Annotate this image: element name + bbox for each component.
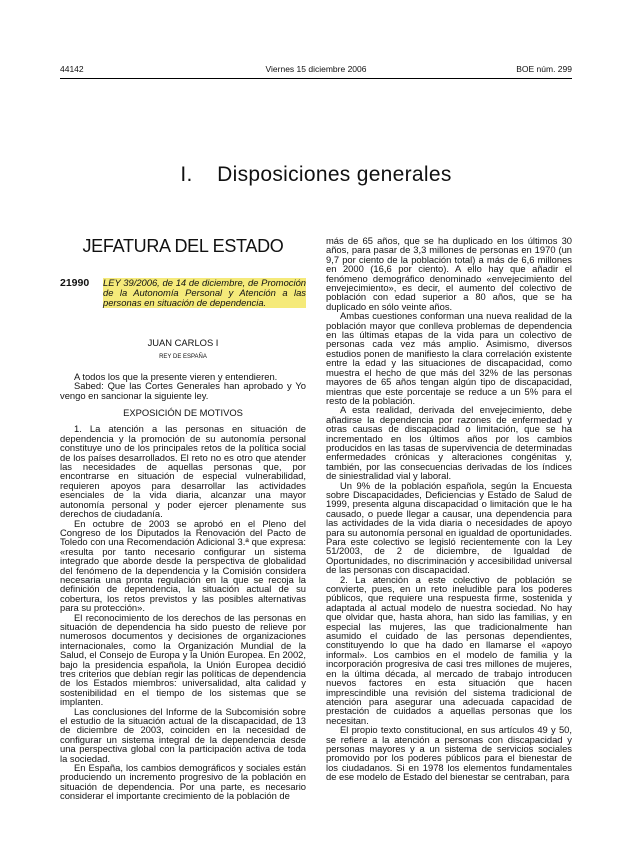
law-number: 21990 [60, 277, 90, 289]
law-entry [60, 276, 306, 316]
section-title: I. Disposiciones generales [180, 163, 452, 186]
signatory-name: JUAN CARLOS I [147, 337, 219, 348]
body-paragraph: En España, los cambios demográficos y sociales están produciendo un incremento progresivo de la población en situación de dependencia. Por una parte, es necesario considerar el importante crecimiento de la población de [60, 762, 306, 802]
body-paragraph: Las conclusiones del Informe de la Subcomisión sobre el estudio de la situación actual de la discapacidad, de 13 de diciembre de 2003, coinciden en la necesidad de configurar un sistema integral de la dependencia desde una perspectiva global con la participación activa de toda la sociedad. [60, 705, 306, 764]
body-paragraph: El propio texto constitucional, en sus artículos 49 y 50, se refiere a la atención a personas con discapacidad y personas mayores y a un sistema de servicios sociales promovido por los poderes públicos para el bienestar de los ciudadanos. Si en 1978 los elementos fundamentales de ese modelo de Estado del bienestar se centraban, para [326, 724, 572, 783]
body-paragraph: 2. La atención a este colectivo de población se convierte, pues, en un reto ineludible para los poderes públicos, que requiere una respuesta firme, sostenida y adaptada al actual modelo de nuestra sociedad. No hay que olvidar que, hasta ahora, han sido las familias, y en especial las mujeres, las que tradicionalmente han asumido el cuidado de las personas dependientes, constituyendo lo que ha dado en llamarse el «apoyo informal». Los cambios en el modelo de familia y la incorporación progresiva de casi tres millones de mujeres, en la última década, al mercado de trabajo introducen nuevos factores en esta situación que hacen imprescindible una revisión del sistema tradicional de atención para asegurar una adecuada capacidad de prestación de cuidados a aquellas personas que los necesitan. [326, 573, 572, 726]
preamble-line: Sabed: Que las Cortes Generales han aprobado y Yo vengo en sancionar la siguiente ley. [60, 380, 306, 401]
signatory-title: REY DE ESPAÑA [159, 354, 207, 361]
body-paragraph: más de 65 años, que se ha duplicado en los últimos 30 años, para pasar de 3,3 millones de personas en 1970 (un 9,7 por ciento de la población total) a más de 6,6 millones en 2000 (16,6 por ciento). A ello hay que añadir el fenómeno demográfico denominado «envejecimiento del envejecimiento», es decir, el aumento del colectivo de población con edad superior a 80 años, que se ha duplicado en sólo veinte años. [326, 235, 572, 312]
issue-date: Viernes 15 diciembre 2006 [265, 64, 367, 74]
left-column [60, 236, 306, 801]
law-title-highlight: LEY 39/2006, de 14 de diciembre, de Promoción de la Autonomía Personal y Atención a las personas en situación de dependencia. [103, 277, 306, 308]
body-paragraph: 1. La atención a las personas en situación de dependencia y la promoción de su autonomía personal constituye uno de los principales retos de la política social de los países desarrollados. El reto no es otro que atender las necesidades de aquellas personas que, por encontrarse en situación de especial vulnerabilidad, requieren apoyos para desarrollar las actividades esenciales de la vida diaria, alcanzar una mayor autonomía personal y poder ejercer plenamente sus derechos de ciudadanía. [60, 423, 306, 520]
header-rule [60, 78, 572, 79]
body-paragraph: En octubre de 2003 se aprobó en el Pleno del Congreso de los Diputados la Renovación del Pacto de Toledo con una Recomendación Adicional 3.ª que expresa: «resulta por tanto necesario configurar un sistema integrado que aborde desde la perspectiva de globalidad del fenómeno de la dependencia y la Comisión considera necesaria una pronta regulación en la que se recoja la definición de dependencia, la situación actual de su cobertura, los retos previstos y las posibles alternativas para su protección». [60, 517, 306, 614]
body-paragraph: Ambas cuestiones conforman una nueva realidad de la población mayor que conlleva problemas de dependencia en las últimas etapas de la vida para un colectivo de personas cada vez más amplio. Asimismo, diversos estudios ponen de manifiesto la clara correlación existente entre la edad y las situaciones de discapacidad, como muestra el hecho de que más del 32% de las personas mayores de 65 años tengan algún tipo de discapacidad, mientras que este porcentaje se reduce a un 5% para el resto de la población. [326, 310, 572, 406]
page-header [60, 64, 572, 78]
body-paragraph: Un 9% de la población española, según la Encuesta sobre Discapacidades, Deficiencias y Estado de Salud de 1999, presenta alguna discapacidad o limitación que le ha causado, o puede llegar a causar, una dependencia para las actividades de la vida diaria o necesidades de apoyo para su autonomía personal en igualdad de oportunidades. Para este colectivo se legisló recientemente con la Ley 51/2003, de 2 de diciembre, de Igualdad de Oportunidades, no discriminación y accesibilidad universal de las personas con discapacidad. [326, 479, 572, 576]
motivos-heading: EXPOSICIÓN DE MOTIVOS [123, 407, 243, 419]
publication-issue: BOE núm. 299 [516, 64, 572, 74]
body-paragraph: El reconocimiento de los derechos de las personas en situación de dependencia ha sido puesto de relieve por numerosos documentos y decisiones de organizaciones internacionales, como la Organización Mundial de la Salud, el Consejo de Europa y la Unión Europea. En 2002, bajo la presidencia española, la Unión Europea decidió tres criterios que debían regir las políticas de dependencia de los Estados miembros: universalidad, alta calidad y sostenibilidad en el tiempo de los sistemas que se implanten. [60, 611, 306, 708]
right-column [326, 236, 572, 782]
page-number: 44142 [60, 64, 84, 74]
institution-heading: JEFATURA DEL ESTADO [82, 236, 284, 256]
body-paragraph: A esta realidad, derivada del envejecimiento, debe añadirse la dependencia por razones de enfermedad y otras causas de discapacidad o limitación, que se ha incrementado en los últimos años por los cambios producidos en las tasas de supervivencia de determinadas enfermedades crónicas y alteraciones congénitas y, también, por las consecuencias derivadas de los índices de siniestralidad vial y laboral. [326, 404, 572, 482]
preamble-line: A todos los que la presente vieren y entendieren. [74, 370, 278, 382]
